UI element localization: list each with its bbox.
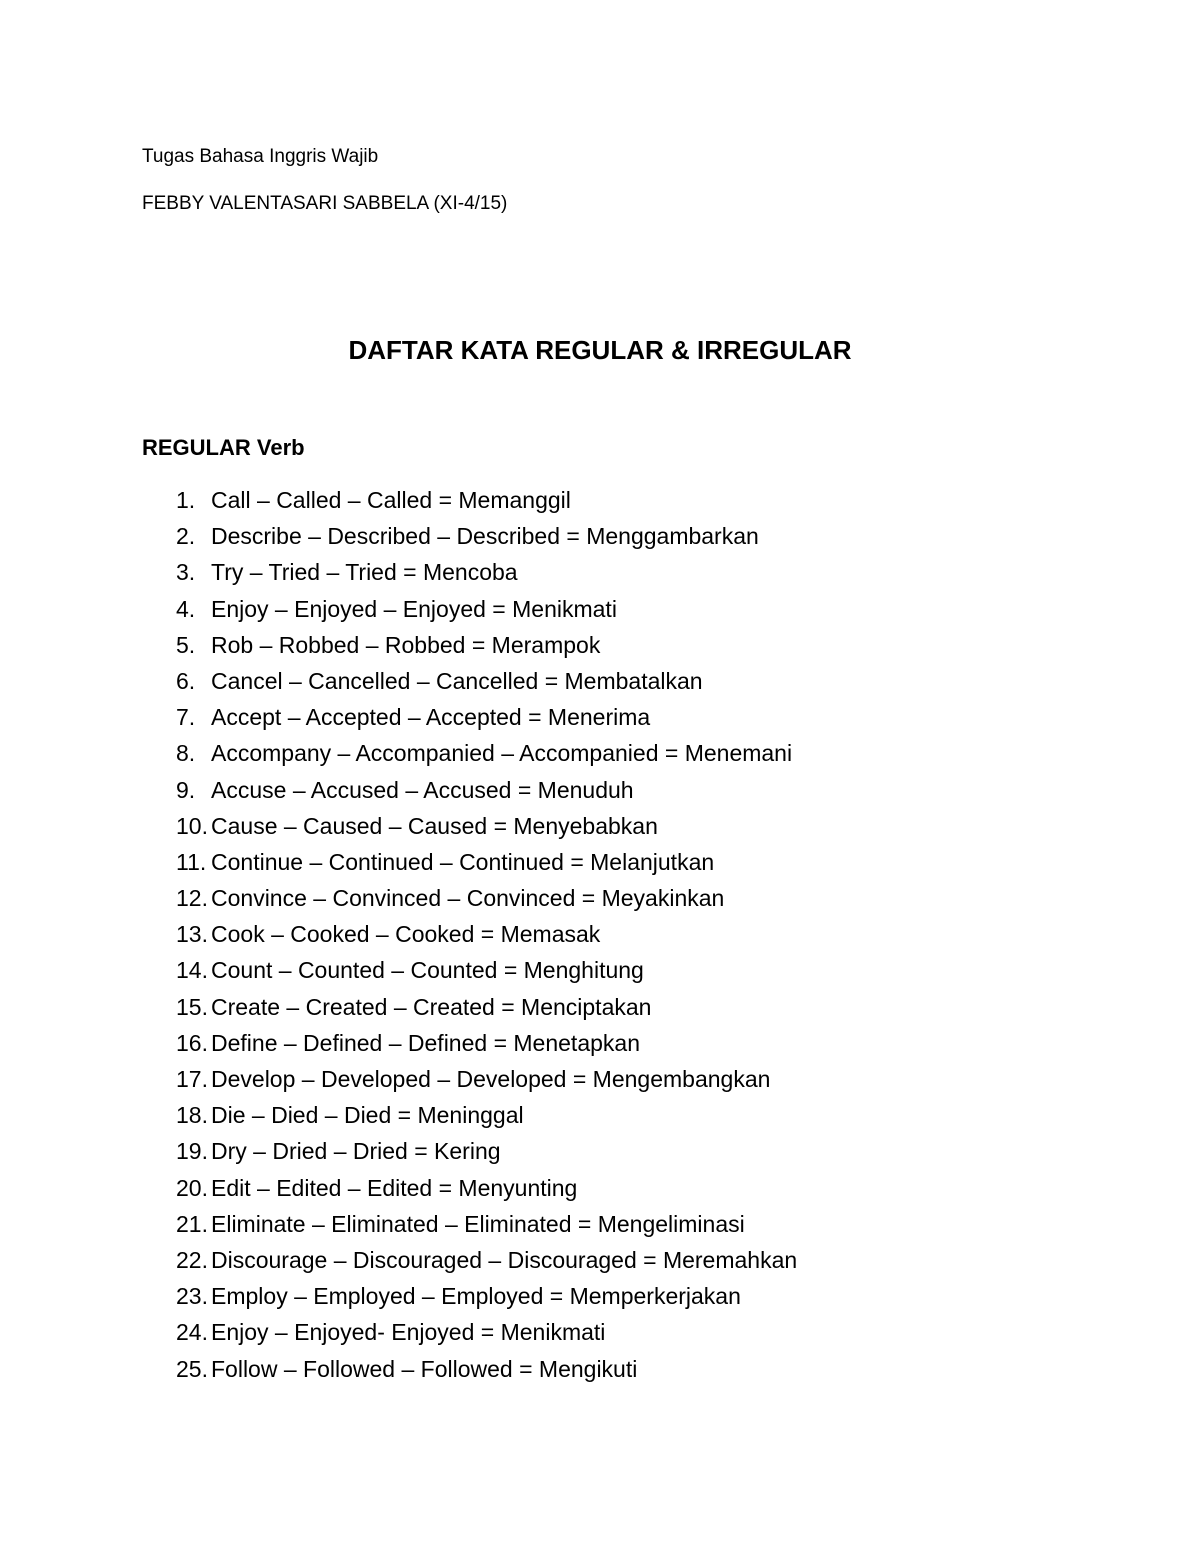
list-item-text: Enjoy – Enjoyed- Enjoyed = Menikmati bbox=[211, 1319, 606, 1346]
list-item-number: 7. bbox=[176, 704, 196, 731]
list-item-number: 6. bbox=[176, 667, 196, 694]
list-item-text: Cook – Cooked – Cooked = Memasak bbox=[211, 921, 601, 948]
list-item bbox=[176, 593, 797, 629]
list-item bbox=[176, 556, 797, 592]
list-item-text: Cancel – Cancelled – Cancelled = Membatalkan bbox=[211, 667, 703, 694]
list-item-number: 9. bbox=[176, 776, 196, 803]
list-item-text: Cause – Caused – Caused = Menyebabkan bbox=[211, 812, 658, 839]
list-item-text: Discourage – Discouraged – Discouraged = Meremahkan bbox=[211, 1246, 798, 1273]
list-item-text: Call – Called – Called = Memanggil bbox=[211, 487, 571, 513]
list-item-text: Edit – Edited – Edited = Menyunting bbox=[211, 1174, 578, 1201]
list-item-text: Convince – Convinced – Convinced = Meyakinkan bbox=[211, 885, 725, 912]
list-item bbox=[176, 1135, 797, 1171]
verb-list bbox=[176, 484, 797, 1389]
list-item-number: 25. bbox=[176, 1355, 208, 1382]
list-item-text: Create – Created – Created = Menciptakan bbox=[211, 993, 652, 1020]
list-item bbox=[176, 1027, 797, 1063]
list-item-text: Accept – Accepted – Accepted = Menerima bbox=[211, 704, 651, 731]
list-item-number: 21. bbox=[176, 1210, 208, 1237]
list-item-text: Follow – Followed – Followed = Mengikuti bbox=[211, 1355, 638, 1382]
list-item bbox=[176, 1172, 797, 1208]
list-item-text: Develop – Developed – Developed = Mengembangkan bbox=[211, 1066, 771, 1092]
list-item-text: Continue – Continued – Continued = Melanjutkan bbox=[211, 848, 715, 875]
list-item-text: Describe – Described – Described = Menggambarkan bbox=[211, 523, 759, 550]
list-item bbox=[176, 882, 797, 918]
list-item bbox=[176, 520, 797, 556]
list-item-number: 24. bbox=[176, 1319, 208, 1346]
list-item-number: 13. bbox=[176, 921, 208, 948]
list-item bbox=[176, 846, 797, 882]
list-item bbox=[176, 774, 797, 810]
student-line: FEBBY VALENTASARI SABBELA (XI-4/15) bbox=[142, 193, 508, 214]
list-item-number: 17. bbox=[176, 1066, 208, 1092]
list-item-text: Try – Tried – Tried = Mencoba bbox=[211, 559, 518, 586]
list-item bbox=[176, 1316, 797, 1352]
list-item-number: 14. bbox=[176, 957, 208, 984]
list-item-number: 19. bbox=[176, 1138, 208, 1165]
list-item-text: Eliminate – Eliminated – Eliminated = Mengeliminasi bbox=[211, 1210, 745, 1237]
list-item-number: 23. bbox=[176, 1283, 208, 1310]
list-item bbox=[176, 810, 797, 846]
list-item bbox=[176, 1280, 797, 1316]
list-item-text: Define – Defined – Defined = Menetapkan bbox=[211, 1029, 640, 1056]
list-item-text: Rob – Robbed – Robbed = Merampok bbox=[211, 631, 601, 658]
list-item-number: 20. bbox=[176, 1174, 208, 1201]
list-item-text: Die – Died – Died = Meninggal bbox=[211, 1102, 524, 1129]
list-item-number: 22. bbox=[176, 1246, 208, 1273]
list-item-number: 3. bbox=[176, 559, 196, 586]
list-item bbox=[176, 1353, 797, 1389]
list-item-number: 10. bbox=[176, 812, 208, 839]
list-item-number: 8. bbox=[176, 740, 196, 767]
list-item-number: 12. bbox=[176, 885, 208, 912]
list-item-number: 18. bbox=[176, 1102, 208, 1129]
list-item bbox=[176, 701, 797, 737]
list-item bbox=[176, 629, 797, 665]
list-item-number: 4. bbox=[176, 595, 196, 622]
list-item bbox=[176, 665, 797, 701]
list-item-text: Accuse – Accused – Accused = Menuduh bbox=[211, 776, 634, 803]
list-item bbox=[176, 1244, 797, 1280]
list-item bbox=[176, 737, 797, 773]
list-item-number: 2. bbox=[176, 523, 196, 550]
list-item bbox=[176, 484, 797, 520]
list-item-text: Accompany – Accompanied – Accompanied = Menemani bbox=[211, 740, 793, 767]
list-item bbox=[176, 1099, 797, 1135]
list-item bbox=[176, 991, 797, 1027]
list-item-number: 16. bbox=[176, 1029, 208, 1056]
list-item bbox=[176, 1208, 797, 1244]
list-item-text: Enjoy – Enjoyed – Enjoyed = Menikmati bbox=[211, 595, 617, 622]
list-item bbox=[176, 918, 797, 954]
document-title: DAFTAR KATA REGULAR & IRREGULAR bbox=[348, 335, 852, 365]
section-heading: REGULAR Verb bbox=[142, 435, 305, 460]
subject-line: Tugas Bahasa Inggris Wajib bbox=[142, 146, 379, 167]
list-item-number: 5. bbox=[176, 631, 196, 658]
list-item-number: 11. bbox=[176, 848, 207, 875]
list-item-text: Count – Counted – Counted = Menghitung bbox=[211, 957, 644, 984]
list-item-text: Employ – Employed – Employed = Memperkerjakan bbox=[211, 1283, 741, 1310]
list-item-number: 1. bbox=[176, 487, 196, 513]
list-item-number: 15. bbox=[176, 993, 208, 1020]
list-item bbox=[176, 1063, 797, 1099]
list-item bbox=[176, 954, 797, 990]
list-item-text: Dry – Dried – Dried = Kering bbox=[211, 1138, 501, 1165]
